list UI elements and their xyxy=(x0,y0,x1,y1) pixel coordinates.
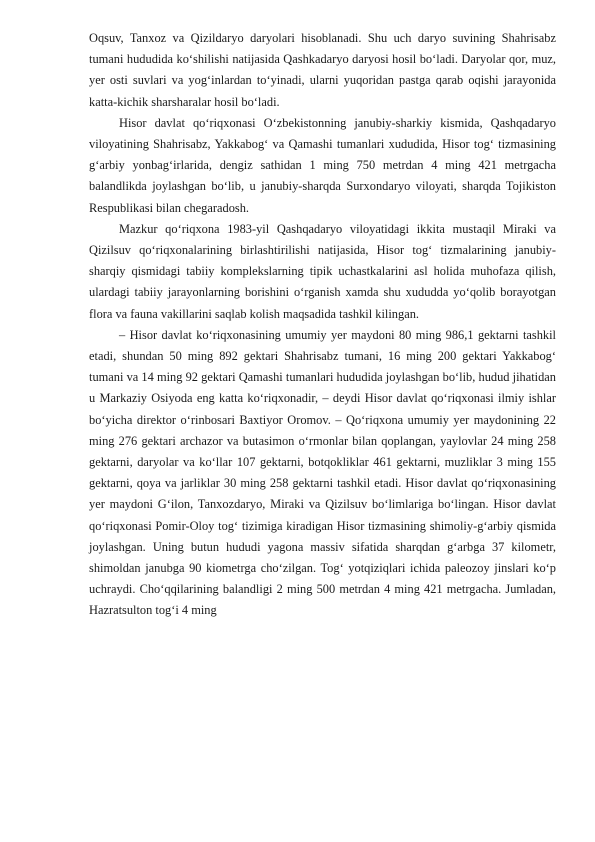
paragraph-area: – Hisor davlat ko‘riqxonasining umumiy yer maydoni 80 ming 986,1 gektarni tashkil etadi, shundan 50 ming 892 gektari Shahrisabz tumani, 16 ming 200 gektari Yakkabog‘ tumani va 14 ming 92 gektari Qamashi tumanlari hududida joylashgan bo‘lib, hudud jihatidan u Markaziy Osiyoda eng katta ko‘riqxonadir, – deydi Hisor davlat qo‘riqxonasi ilmiy ishlar bo‘yicha direktor o‘rinbosari Baxtiyor Oromov. – Qo‘riqxona umumiy yer maydonining 22 ming 276 gektari archazor va butasimon o‘rmonlar bilan qoplangan, yaylovlar 24 ming 258 gektarni, daryolar va ko‘llar 107 gektarni, botqokliklar 461 gektarni, muzliklar 3 ming 155 gektarni, qoya va jarliklar 30 ming 258 gektarni tashkil etadi. Hisor davlat qo‘riqxonasining yer maydoni G‘ilon, Tanxozdaryo, Miraki va Qizilsuv bo‘limlariga bo‘lingan. Hisor davlat qo‘riqxonasi Pomir-Oloy tog‘ tizimiga kiradigan Hisor tizmasining shimoliy-g‘arbiy qismida joylashgan. Uning butun hududi yagona massiv sifatida sharqdan g‘arbga 37 kilometr, shimoldan janubga 90 kiometrga cho‘zilgan. Tog‘ yotqiziqlari ichida paleozoy jinslari ko‘p uchraydi. Cho‘qqilarining balandligi 2 ming 500 metrdan 4 ming 421 metrgacha. Jumladan, Hazratsulton tog‘i 4 ming xyxy=(89,327,556,618)
paragraph-rivers: Oqsuv, Tanxoz va Qizildaryo daryolari hisoblanadi. Shu uch daryo suvining Shahrisabz tumani hududida ko‘shilishi natijasida Qashkadaryo daryosi hosil bo‘ladi. Daryolar qor, muz, yer osti suvlari va yog‘inlardan to‘yinadi, ularni yuqoridan pastga qarab oqishi jarayonida katta-kichik sharsharalar hosil bo‘ladi. xyxy=(89,31,556,109)
paragraph-history: Mazkur qo‘riqxona 1983-yil Qashqadaryo viloyatidagi ikkita mustaqil Miraki va Qizilsuv qo‘riqxonalarining birlashtirilishi natijasida, Hisor tog‘ tizmalarining janubiy-sharqiy qismidagi tabiiy komplekslarning tipik uchastkalarini asl holida muhofaza qilish, ulardagi tabiiy jarayonlarning borishini o‘rganish xamda shu xududda yo‘qolib borayotgan flora va fauna vakillarini saqlab kolish maqsadida tashkil kilingan. xyxy=(89,221,556,321)
document-page xyxy=(89,28,556,622)
paragraph-location: Hisor davlat qo‘riqxonasi O‘zbekistonning janubiy-sharkiy kismida, Qashqadaryo viloyatining Shahrisabz, Yakkabog‘ va Qamashi tumanlari xududida, Hisor tog‘ tizmasining g‘arbiy yonbag‘irlarida, dengiz sathidan 1 ming 750 metrdan 4 ming 421 metrgacha balandlikda joylashgan bo‘lib, u janubiy-sharqda Surxondaryo viloyati, sharqda Tojikiston Respublikasi bilan chegaradosh. xyxy=(89,115,556,215)
